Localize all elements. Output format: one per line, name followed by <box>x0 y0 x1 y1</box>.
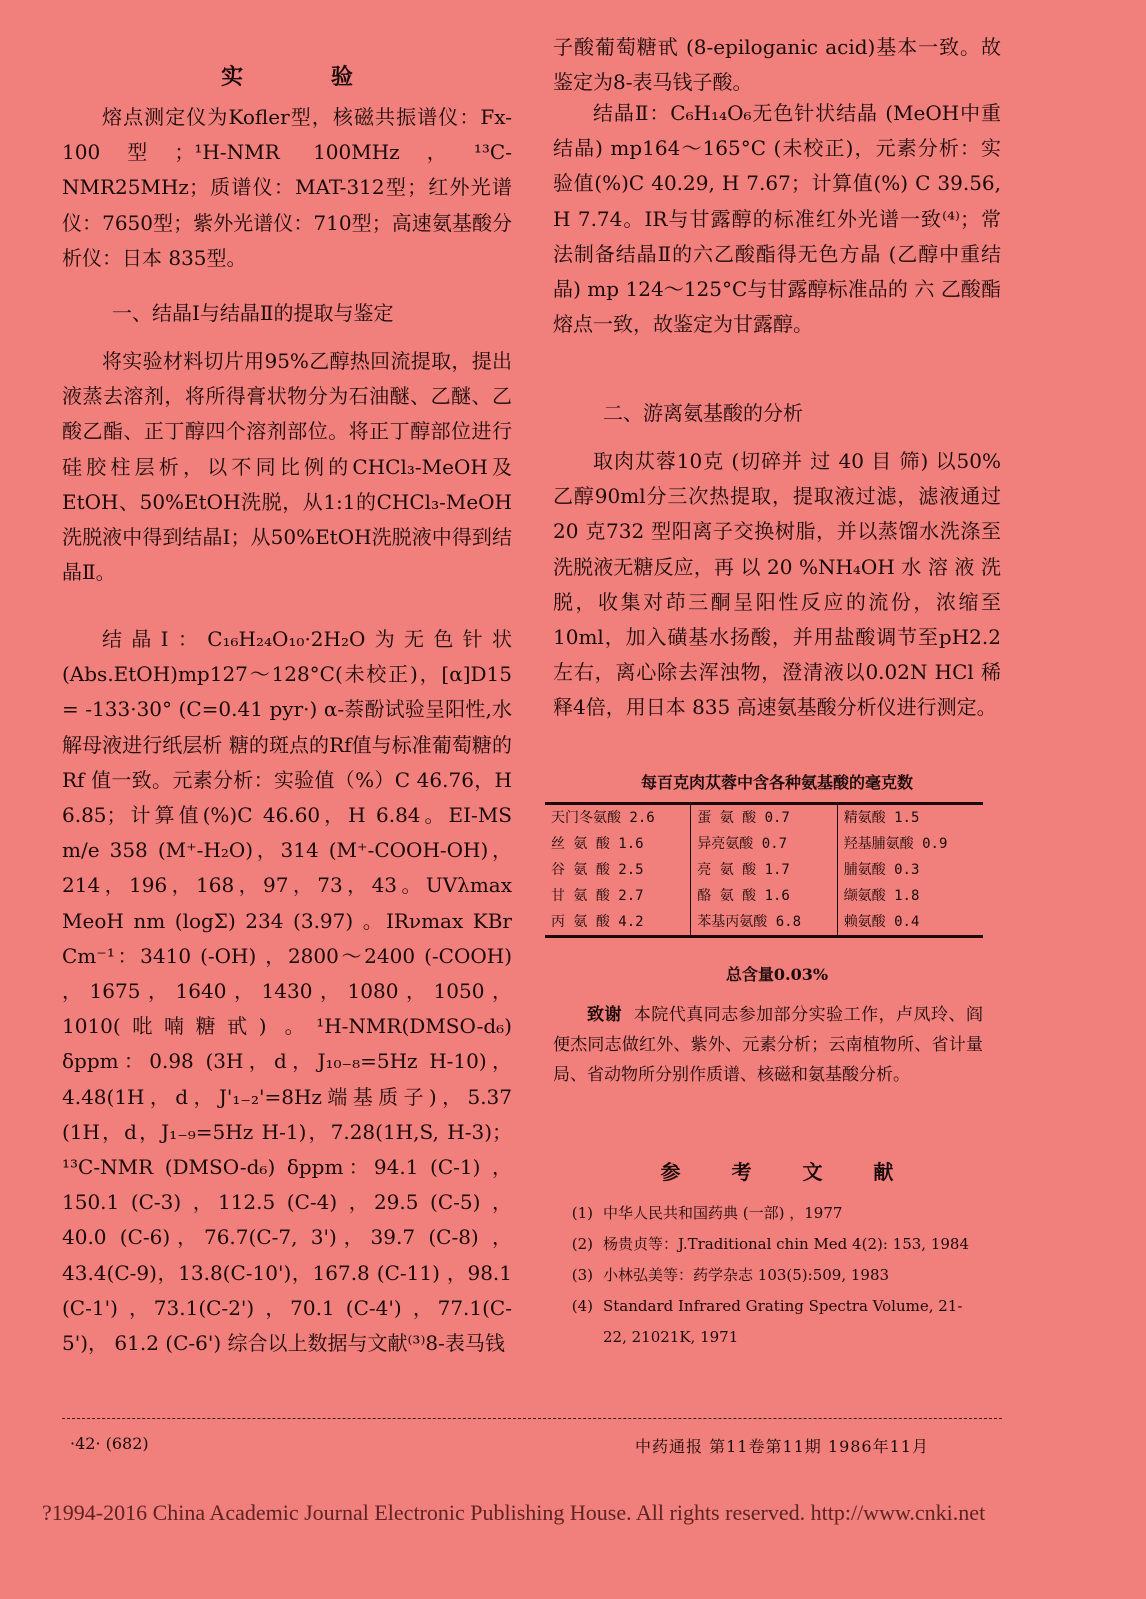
acknowledgement-text: 本院代真同志参加部分实验工作，卢凤玲、阎便杰同志做红外、紫外、元素分析；云南植物所、省计量局、省动物所分别作质谱、核磁和氨基酸分析。 <box>553 1005 984 1085</box>
reference-text: 中华人民共和国药典 (一部) ，1977 <box>603 1204 843 1222</box>
subhead-amino-acid: 二、游离氨基酸的分析 <box>603 401 803 425</box>
reference-item <box>553 1229 983 1260</box>
reference-text: 小林弘美等：药学杂志 103(5):509, 1983 <box>603 1266 890 1284</box>
reference-number: (4) <box>571 1297 593 1315</box>
acknowledgement <box>553 1000 983 1090</box>
footer-divider <box>62 1418 1002 1419</box>
table-cell: 天门冬氨酸 2.6 <box>551 810 655 826</box>
table-cell: 赖氨酸 0.4 <box>843 914 920 930</box>
reference-item <box>553 1198 983 1229</box>
reference-number: (3) <box>571 1266 593 1284</box>
table-cell: 谷 氨 酸 2.5 <box>551 862 644 878</box>
section-title: 实 验 <box>221 64 393 90</box>
crystal-2-paragraph: 结晶Ⅱ：C₆H₁₄O₆无色针状结晶 (MeOH中重结晶) mp164～165°C (未校正)，元素分析：实验值(%)C 40.29, H 7.67；计算值(%) C 39.56, H 7.74。IR与甘露醇的标准红外光谱一致⁽⁴⁾；常法制备结晶Ⅱ的六乙酸酯得无色方晶 (乙醇中重结晶) mp 124～125°C与甘露醇标准品的 六 乙酸酯熔点一致，故鉴定为甘露醇。 <box>553 101 1001 337</box>
table-cell: 丝 氨 酸 1.6 <box>551 836 644 852</box>
copyright-notice: ?1994-2016 China Academic Journal Electronic Publishing House. All rights reserved. http://www.cnki.net <box>42 1500 986 1525</box>
acknowledgement-label: 致谢 <box>587 1005 622 1025</box>
reference-text: 杨贵贞等：J.Traditional chin Med 4(2): 153, 1984 <box>603 1235 970 1253</box>
identification-paragraph: 子酸葡萄糖甙 (8-epiloganic acid)基本一致。故鉴定为8-表马钱子酸。 <box>553 35 1001 95</box>
table-cell: 异亮氨酸 0.7 <box>691 831 837 857</box>
table-row <box>545 857 983 883</box>
references-title: 参 考 文 献 <box>660 1160 916 1184</box>
table-row <box>545 883 983 909</box>
table-cell: 精氨酸 1.5 <box>843 810 920 826</box>
table-cell: 丙 氨 酸 4.2 <box>551 914 644 930</box>
instruments-paragraph: 熔点测定仪为Kofler型，核磁共振谱仪：Fx-100型；¹H-NMR 100MHz，¹³C-NMR25MHz；质谱仪：MAT-312型；红外光谱仪：7650型；紫外光谱仪：710型；高速氨基酸分析仪：日本 835型。 <box>62 105 512 270</box>
reference-item <box>553 1291 983 1353</box>
table-cell: 羟基脯氨酸 0.9 <box>843 836 948 852</box>
table-title: 每百克肉苁蓉中含各种氨基酸的毫克数 <box>640 773 913 792</box>
page-number: ·42· (682) <box>70 1434 149 1453</box>
table-cell: 甘 氨 酸 2.7 <box>551 888 644 904</box>
reference-text: Standard Infrared Grating Spectra Volume, 21-22, 21021K, 1971 <box>603 1297 963 1346</box>
reference-number: (2) <box>571 1235 593 1253</box>
journal-info: 中药通报 第11卷第11期 1986年11月 <box>635 1437 929 1456</box>
references-list <box>553 1198 983 1353</box>
table-cell: 脯氨酸 0.3 <box>843 862 920 878</box>
reference-number: (1) <box>571 1204 593 1222</box>
extraction-paragraph: 将实验材料切片用95%乙醇热回流提取，提出液蒸去溶剂，将所得膏状物分为石油醚、乙醚、乙酸乙酯、正丁醇四个溶剂部位。将正丁醇部位进行硅胶柱层析，以不同比例的CHCl₃-MeOH及EtOH、50%EtOH洗脱，从1:1的CHCl₃-MeOH洗脱液中得到结晶Ⅰ；从50%EtOH洗脱液中得到结晶Ⅱ。 <box>62 349 512 585</box>
amino-acid-table-wrapper <box>545 802 983 938</box>
table-cell: 亮 氨 酸 1.7 <box>691 857 837 883</box>
table-total: 总含量0.03% <box>725 965 829 984</box>
table-row <box>545 909 983 935</box>
table-cell: 缬氨酸 1.8 <box>843 888 920 904</box>
subhead-extraction: 一、结晶Ⅰ与结晶Ⅱ的提取与鉴定 <box>112 301 394 325</box>
table-row <box>545 805 983 831</box>
table-row <box>545 831 983 857</box>
amino-acid-table <box>545 805 983 935</box>
reference-item <box>553 1260 983 1291</box>
amino-acid-method-paragraph: 取肉苁蓉10克 (切碎并 过 40 目 筛) 以50%乙醇90ml分三次热提取，提取液过滤，滤液通过20 克732 型阳离子交换树脂，并以蒸馏水洗涤至洗脱液无糖反应，再 以 20 %NH₄OH 水 溶 液 洗 脱，收集对茚三酮呈阳性反应的流份，浓缩至 10ml，加入磺基水扬酸，并用盐酸调节至pH2.2左右，离心除去浑浊物，澄清液以0.02N HCl 稀释4倍，用日本 835 高速氨基酸分析仪进行测定。 <box>553 449 1001 720</box>
table-cell: 苯基丙氨酸 6.8 <box>691 909 837 935</box>
table-cell: 酪 氨 酸 1.6 <box>691 883 837 909</box>
crystal-1-paragraph: 结晶Ⅰ：C₁₆H₂₄O₁₀·2H₂O为无色针状(Abs.EtOH)mp127～128°C(未校正)，[α]D15 = -133·30° (C=0.41 pyr·) α-萘酚试验呈阳性,水解母液进行纸层析 糖的斑点的Rf值与标准葡萄糖的 Rf 值一致。元素分析：实验值（%）C 46.76，H 6.85；计算值(%)C 46.60，H 6.84。EI-MS m/e 358 (M⁺-H₂O)，314 (M⁺-COOH-OH)，214，196，168，97，73，43。UVλmax MeoH nm (logΣ) 234 (3.97) 。IRνmax KBr Cm⁻¹：3410 (-OH) ，2800～2400 (-COOH) ，1675，1640，1430，1080，1050，1010(吡喃糖甙) 。¹H-NMR(DMSO-d₆) δppm：0.98 (3H，d，J₁₀₋₈=5Hz H-10)，4.48(1H，d，J'₁₋₂'=8Hz端基质子)，5.37 (1H，d，J₁₋₉=5Hz H-1)，7.28(1H,S, H-3)；¹³C-NMR (DMSO-d₆) δppm：94.1 (C-1) ，150.1 (C-3) ，112.5 (C-4) ，29.5 (C-5) ，40.0 (C-6)，76.7(C-7, 3')，39.7 (C-8) ，43.4(C-9)，13.8(C-10')，167.8 (C-11) ，98.1 (C-1') ，73.1(C-2') ，70.1 (C-4') ，77.1(C-5')， 61.2 (C-6') 综合以上数据与文献⁽³⁾8-表马钱 <box>62 627 512 1356</box>
table-cell: 蛋 氨 酸 0.7 <box>691 805 837 831</box>
